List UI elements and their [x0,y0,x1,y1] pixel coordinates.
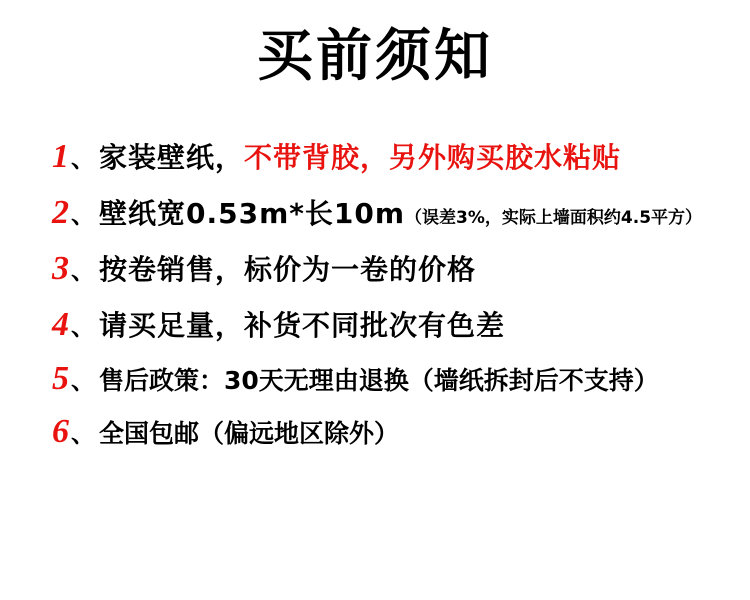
list-item [0,248,750,288]
list-item [0,136,750,176]
item-separator: 、 [71,419,95,448]
item-text-segment: 按卷销售，标价为一卷的价格 [99,252,477,286]
item-text-segment: 售后政策：30天无理由退换（墙纸拆封后不支持） [99,365,659,395]
item-text-note: （误差3%，实际上墙面积约4.5平方） [405,207,703,228]
item-number: 6 [52,412,69,450]
item-number: 1 [52,137,69,175]
item-number: 2 [52,193,69,231]
item-text-segment: 请买足量，补货不同批次有色差 [99,308,506,342]
item-number: 5 [52,359,69,397]
notice-list [0,136,750,451]
item-number: 4 [52,305,69,343]
item-text-segment: 全国包邮（偏远地区除外） [99,418,400,448]
item-text-segment: 壁纸宽0.53m*长10m [99,196,406,230]
item-separator: 、 [71,144,95,173]
item-separator: 、 [71,312,95,341]
list-item [0,304,750,344]
item-separator: 、 [71,366,95,395]
item-number: 3 [52,249,69,287]
item-text-segment: 家装壁纸， [99,140,245,174]
page-title: 买前须知 [257,24,493,89]
list-item [0,413,750,451]
item-text-segment-highlight-2: 另外购买胶水粘贴 [389,140,622,174]
item-text-segment-highlight: 不带背胶， [244,140,390,174]
item-separator: 、 [71,256,95,285]
list-item [0,192,750,232]
item-separator: 、 [71,200,95,229]
list-item [0,360,750,398]
